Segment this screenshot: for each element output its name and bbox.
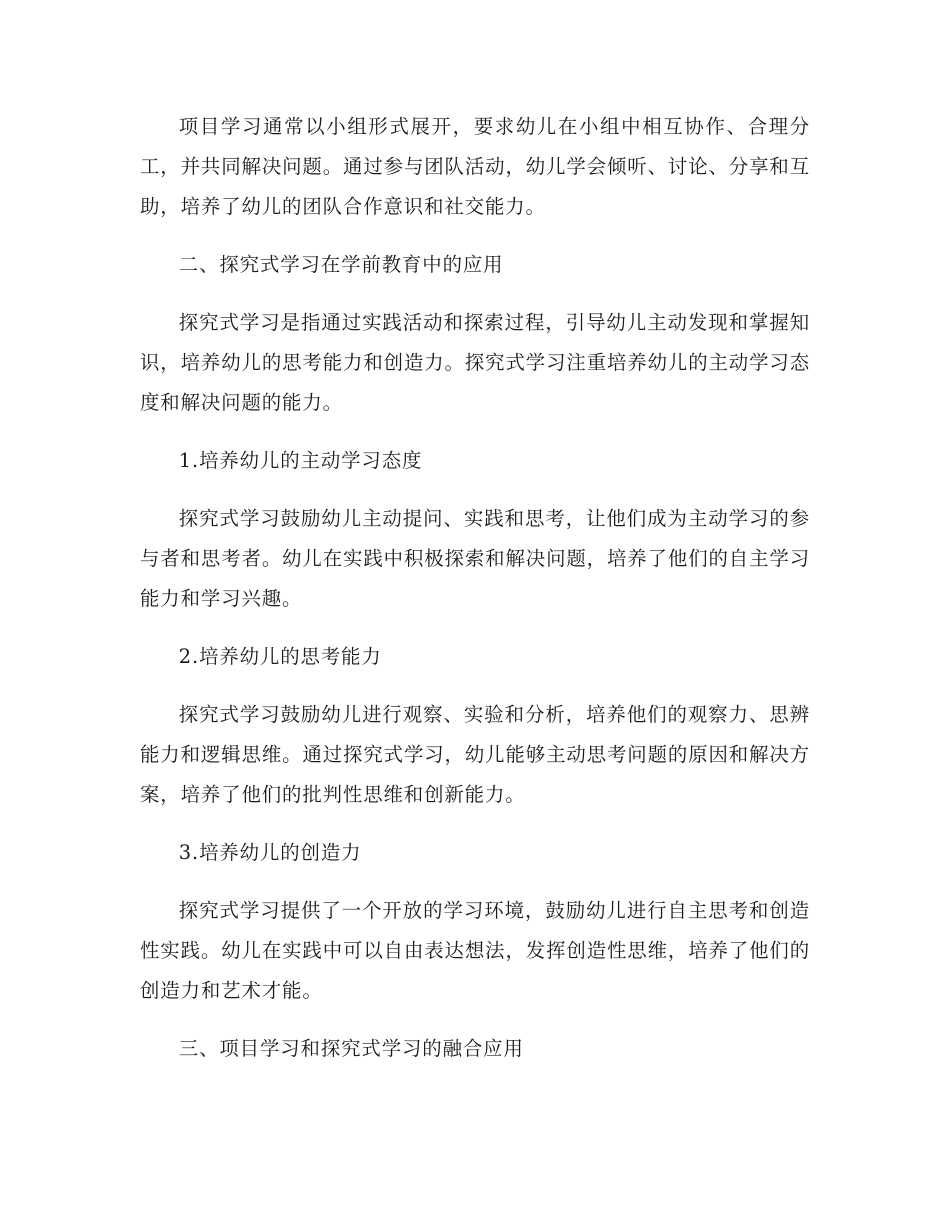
- section-heading-inquiry-learning: 二、探究式学习在学前教育中的应用: [178, 253, 504, 276]
- subheading-active-attitude: 1.培养幼儿的主动学习态度: [178, 449, 423, 472]
- subheading-thinking-ability: 2.培养幼儿的思考能力: [178, 645, 382, 668]
- subheading-creativity: 3.培养幼儿的创造力: [178, 841, 362, 864]
- paragraph-teamwork: 项目学习通常以小组形式展开，要求幼儿在小组中相互协作、合理分工，并共同解决问题。通过参与团队活动，幼儿学会倾听、讨论、分享和互助，培养了幼儿的团队合作意识和社交能力。: [140, 115, 810, 218]
- section-heading-integration: 三、项目学习和探究式学习的融合应用: [178, 1037, 524, 1060]
- paragraph-thinking-ability: 探究式学习鼓励幼儿进行观察、实验和分析，培养他们的观察力、思辨能力和逻辑思维。通过探究式学习，幼儿能够主动思考问题的原因和解决方案，培养了他们的批判性思维和创新能力。: [140, 703, 810, 806]
- paragraph-creativity: 探究式学习提供了一个开放的学习环境，鼓励幼儿进行自主思考和创造性实践。幼儿在实践中可以自由表达想法，发挥创造性思维，培养了他们的创造力和艺术才能。: [140, 899, 810, 1002]
- document-body: [140, 107, 810, 1087]
- paragraph-active-attitude: 探究式学习鼓励幼儿主动提问、实践和思考，让他们成为主动学习的参与者和思考者。幼儿在实践中积极探索和解决问题，培养了他们的自主学习能力和学习兴趣。: [140, 507, 810, 610]
- paragraph-inquiry-definition: 探究式学习是指通过实践活动和探索过程，引导幼儿主动发现和掌握知识，培养幼儿的思考能力和创造力。探究式学习注重培养幼儿的主动学习态度和解决问题的能力。: [140, 311, 810, 414]
